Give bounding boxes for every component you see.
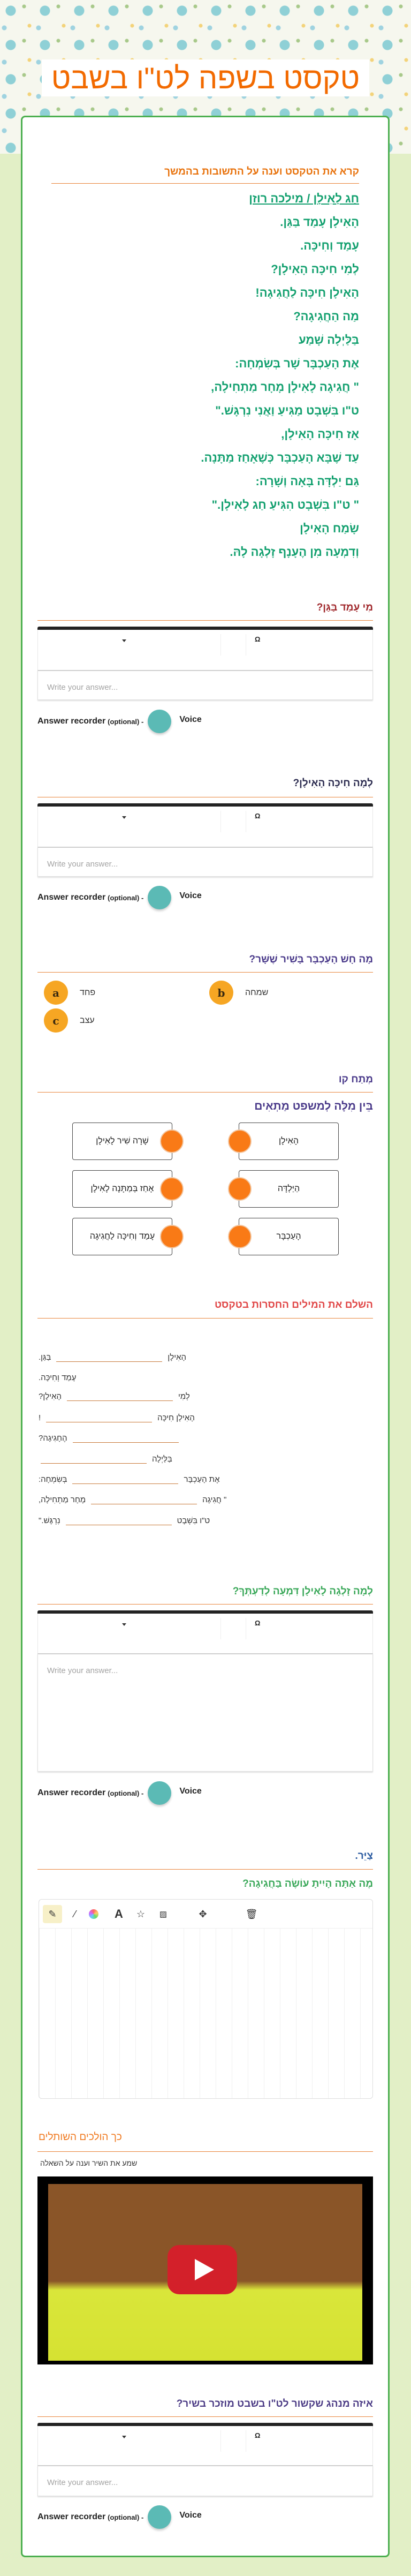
divider	[37, 1869, 373, 1870]
recorder-label: Answer recorder	[37, 893, 106, 902]
divider	[37, 972, 373, 973]
fill-blank-input[interactable]	[46, 1413, 152, 1422]
option-a[interactable]	[44, 981, 95, 1005]
match-sentence-dot[interactable]	[160, 1177, 184, 1201]
recorder-optional: (optional) -	[108, 893, 144, 902]
format-dropdown-caret-icon[interactable]	[122, 2436, 126, 2438]
drawing-title: צַיֵּר.	[355, 1850, 373, 1862]
fill-row	[39, 1513, 210, 1525]
editor-toolbar	[37, 807, 373, 847]
record-button[interactable]	[148, 710, 171, 733]
fill-blank-input[interactable]	[67, 1392, 173, 1401]
fill-text-after: עָמַד וְחִיכָּה.	[39, 1373, 77, 1382]
fill-row	[39, 1370, 76, 1382]
answer-recorder	[37, 2505, 202, 2529]
reading-instruction: קרא את הטקסט וענה על התשובות בהמשך	[164, 166, 359, 177]
special-character-button[interactable]: Ω	[255, 1619, 261, 1627]
option-letter: c	[44, 1008, 68, 1033]
recorder-voice-label: Voice	[179, 891, 202, 900]
fill-blank-input[interactable]	[73, 1434, 179, 1443]
answer-input[interactable]	[37, 1653, 373, 1772]
match-sentence-box: עָמַד וְחִיכָּה לַחֲגִיגָה	[72, 1218, 172, 1255]
editor-toolbar	[37, 630, 373, 671]
trash-icon[interactable]: 🗑	[245, 1908, 258, 1919]
option-text: פחד	[80, 988, 96, 997]
fill-blank-input[interactable]	[66, 1516, 172, 1525]
drawing-canvas[interactable]	[39, 1899, 373, 2099]
fill-blank-input[interactable]	[72, 1475, 178, 1484]
fill-text-after: מָחָר מַתְחִילָה,	[39, 1495, 86, 1504]
record-button[interactable]	[148, 886, 171, 909]
poem-line: מַה הַחֲגִיגָה?	[293, 310, 359, 323]
fill-text-before: " חֲגִיגָה	[202, 1495, 227, 1504]
recorder-voice-label: Voice	[179, 2511, 202, 2520]
divider	[37, 1092, 373, 1093]
fill-title: השלם את המילים החסרות בטקסט	[214, 1299, 373, 1310]
answer-input[interactable]	[37, 670, 373, 700]
poem-line: לְמִי חִיכָּה הָאִילָן?	[271, 262, 359, 276]
toolbar-separator	[220, 1618, 221, 1639]
recorder-optional: (optional) -	[108, 2513, 144, 2521]
match-sentence-dot[interactable]	[160, 1225, 184, 1248]
format-dropdown-caret-icon[interactable]	[122, 816, 126, 819]
option-letter: b	[209, 981, 233, 1005]
fill-blank-input[interactable]	[91, 1495, 197, 1504]
video-section-title: כך הולכים השותלים	[39, 2131, 122, 2143]
match-sentence-box: שָׁרָה שִׁיר לָאִילָן	[72, 1123, 172, 1160]
video-player[interactable]	[37, 2176, 373, 2364]
drawing-toolbar	[39, 1900, 372, 1929]
answer-placeholder: Write your answer...	[47, 683, 118, 692]
recorder-voice-label: Voice	[179, 1787, 202, 1796]
option-text: עצב	[80, 1015, 95, 1025]
fill-row	[39, 1431, 184, 1443]
toolbar-separator	[220, 634, 221, 656]
match-word-box: הָעַכְבָּר	[239, 1218, 339, 1255]
title-banner	[42, 59, 369, 96]
question-5-title: איזה מנהג שקשור לט"ו בשבט מוזכר בשיר?	[176, 2398, 373, 2409]
page-title: טקסט בשפה לט"ו בשבט	[51, 61, 360, 95]
poem-line: עָמַד וְחִיכָּה.	[300, 239, 359, 252]
match-sentence-dot[interactable]	[160, 1129, 184, 1153]
fill-text-after: בַּגַּן.	[39, 1353, 51, 1362]
option-text: שמחה	[245, 988, 269, 997]
poem-line: עַד שֶׁבָּא הָעַכְבָּר כְּשֶׁאָחַז מַתָּנָה.	[201, 451, 359, 464]
option-c[interactable]	[44, 1008, 95, 1033]
fill-row	[39, 1472, 220, 1484]
pencil-icon[interactable]: ✎	[43, 1905, 62, 1923]
poem-line: וְדִמְעָה מִן הֶעָנָף זָלְגָה לָהּ.	[230, 545, 359, 559]
option-b[interactable]	[209, 981, 268, 1005]
fill-text-after: בְּשִׂמְחָה:	[39, 1475, 67, 1484]
poem-line: ט"ו בִּשְׁבָט מַגִּיעַ וַאֲנִי נִרְגָּשׁ."	[215, 404, 359, 417]
fill-row	[39, 1389, 190, 1401]
brush-icon[interactable]: ⁄	[74, 1908, 76, 1919]
poem-title: חַג לָאִילָן / מילכה רוזן	[249, 192, 359, 205]
poem-line: אֶת הָעַכְבָּר שָׁר בְּשִׂמְחָה:	[235, 357, 359, 370]
fill-row	[39, 1350, 186, 1362]
poem-line: אָז חִיכָּה הָאִילָן,	[281, 427, 359, 441]
match-word-dot[interactable]	[228, 1129, 252, 1153]
special-character-button[interactable]: Ω	[255, 812, 261, 820]
image-icon[interactable]: ▨	[159, 1910, 168, 1919]
fill-text-before: לְמִי	[178, 1392, 190, 1401]
answer-input[interactable]	[37, 847, 373, 877]
fill-row	[39, 1493, 226, 1504]
match-word-box: הַיַּלְדָּה	[239, 1170, 339, 1208]
fill-text-before: אֶת הָעַכְבָּר	[184, 1475, 220, 1484]
divider	[37, 2151, 373, 2152]
fill-row	[39, 1452, 172, 1464]
divider	[37, 1318, 373, 1319]
move-icon[interactable]: ✥	[199, 1908, 207, 1919]
poem-line: שָׂמַח הָאִילָן	[300, 522, 359, 535]
answer-placeholder: Write your answer...	[47, 1666, 118, 1675]
fill-blank-input[interactable]	[41, 1455, 147, 1464]
recorder-voice-label: Voice	[179, 715, 202, 724]
fill-row	[39, 1411, 195, 1422]
match-word-dot[interactable]	[228, 1177, 252, 1201]
poem-line: הָאִילָן עָמַד בַּגַּן.	[280, 215, 359, 229]
special-character-button[interactable]: Ω	[255, 2431, 261, 2439]
fill-text-after: נִרְגָּשׁ."	[39, 1516, 60, 1525]
match-word-dot[interactable]	[228, 1225, 252, 1248]
question-3-title: מָה חָשׁ הָעַכְבָּר בָּשִׁיר שֶׁשָּׁר?	[249, 954, 373, 965]
fill-text-before: ט"ו בִּשְׁבָט	[177, 1516, 210, 1525]
option-letter: a	[44, 981, 68, 1005]
poem-line: הָאִילָן חִיכָּה לַחֲגִיגָה!	[255, 286, 359, 299]
match-title: מְתַח קו	[338, 1074, 373, 1085]
editor-toolbar	[37, 2426, 373, 2466]
question-4-title: לְמָה זָלְגָה לָאִילָן דִּמְעָה לְדַעְתְּךָ?	[232, 1586, 373, 1597]
fill-text-before: הָאִילָן	[168, 1353, 187, 1362]
answer-placeholder: Write your answer...	[47, 860, 118, 869]
recorder-label: Answer recorder	[37, 2512, 106, 2521]
answer-placeholder: Write your answer...	[47, 2478, 118, 2487]
play-button-icon[interactable]	[168, 2245, 237, 2294]
format-dropdown-caret-icon[interactable]	[122, 639, 126, 642]
question-1-title: מִי עָמַד בַּגַּן?	[316, 602, 373, 613]
record-button[interactable]	[148, 1781, 171, 1805]
question-2-title: לְמָה חִיכָּה הָאִילָן?	[293, 778, 373, 789]
poem-line: גַּם יַלְדָּה בָּאָה וְשָׁרָה:	[255, 474, 359, 488]
divider	[37, 620, 373, 621]
fill-blank-input[interactable]	[56, 1353, 162, 1362]
special-character-button[interactable]: Ω	[255, 635, 261, 643]
poem-line: " ט"ו בִּשְׁבָט הִגִּיעַ חַג לָאִילָן."	[211, 498, 359, 511]
recorder-optional: (optional) -	[108, 1789, 144, 1797]
match-sentence-box: אָחַז בְּמַתָּנָה לָאִילָן	[72, 1170, 172, 1208]
toolbar-separator	[220, 2430, 221, 2452]
divider	[37, 2416, 373, 2417]
poem-line: בַּלַּיְלָה שָׁמַע	[298, 333, 359, 347]
record-button[interactable]	[148, 2505, 171, 2529]
match-subtitle: בֵּין מִלָּה לְמשפט מַתְאִים	[254, 1100, 373, 1112]
format-dropdown-caret-icon[interactable]	[122, 1623, 126, 1626]
editor-toolbar	[37, 1614, 373, 1654]
recorder-label: Answer recorder	[37, 717, 106, 726]
divider	[37, 1604, 373, 1605]
text-tool-icon[interactable]: A	[115, 1907, 123, 1920]
answer-recorder	[37, 710, 202, 733]
poem-line: " חֲגִיגָה לָאִילָן מָחָר מַתְחִילָה,	[211, 380, 359, 394]
answer-recorder	[37, 886, 202, 909]
star-icon[interactable]: ☆	[136, 1908, 146, 1919]
fill-text-after: !	[39, 1413, 41, 1422]
answer-recorder	[37, 1781, 202, 1805]
drawing-question: מֶה אַתָּה הָיִיתָ עוֹשֶׂה בַּחֲגִיגָה?	[242, 1878, 373, 1889]
recorder-optional: (optional) -	[108, 717, 144, 726]
video-instruction: שמע את השיר וענה על השאלה	[40, 2159, 138, 2167]
fill-text-after: הָאִילָן?	[39, 1392, 62, 1401]
answer-input[interactable]	[37, 2465, 373, 2496]
match-word-box: הָאִילָן	[239, 1123, 339, 1160]
fill-text-before: הָאִילָן חִיכָּה	[157, 1413, 195, 1422]
divider	[51, 183, 359, 184]
fill-text-after: הֶחָגִיגָה?	[39, 1434, 67, 1443]
recorder-label: Answer recorder	[37, 1788, 106, 1797]
fill-text-before: בַּלַּיְלָה	[152, 1455, 172, 1464]
color-wheel-icon[interactable]	[84, 1905, 103, 1923]
toolbar-separator	[220, 811, 221, 832]
